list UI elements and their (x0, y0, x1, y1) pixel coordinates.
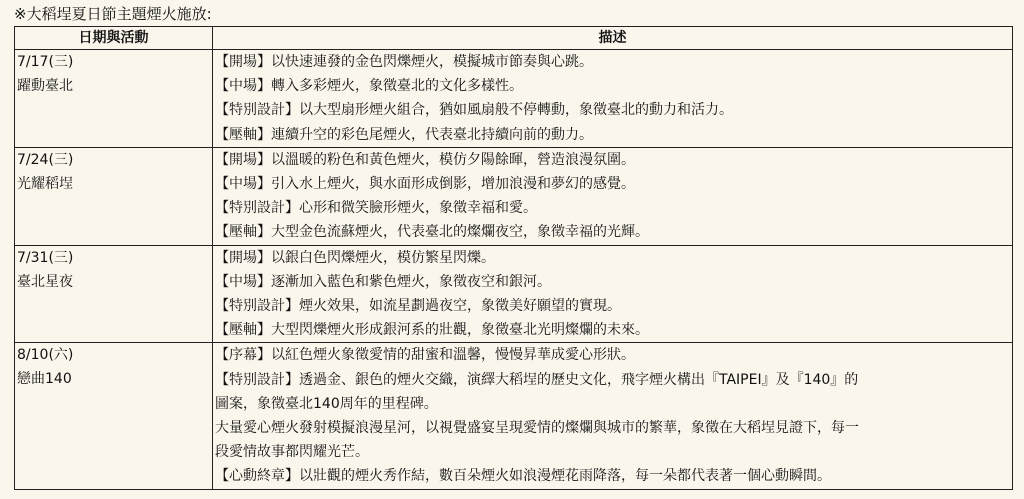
description-cell (213, 343, 1013, 489)
date-event-cell (15, 343, 213, 489)
header-description: 描述 (213, 27, 1013, 50)
description-line: 【開場】以銀白色閃爍煙火，模仿繁星閃爍。 (215, 249, 495, 266)
date-event-cell (15, 147, 213, 245)
description-line: 【中場】轉入多彩煙火，象徵臺北的文化多樣性。 (215, 78, 523, 95)
event-name: 戀曲140 (17, 371, 72, 388)
date-event-cell (15, 245, 213, 343)
event-name: 躍動臺北 (17, 78, 73, 94)
event-name: 光耀稻埕 (17, 175, 73, 192)
description-line: 【特別設計】以大型扇形煙火組合，猶如風扇般不停轉動，象徵臺北的動力和活力。 (215, 102, 733, 119)
description-line: 【中場】引入水上煙火，與水面形成倒影，增加浪漫和夢幻的感覺。 (215, 176, 635, 193)
description-line: 【特別設計】煙火效果，如流星劃過夜空，象徵美好願望的實現。 (215, 298, 621, 315)
description-line: 【壓軸】大型金色流蘇煙火，代表臺北的燦爛夜空，象徵幸福的光輝。 (215, 224, 649, 241)
document-title: ※大稻埕夏日節主題煙火施放: (14, 5, 212, 23)
description-line: 【壓軸】連續升空的彩色尾煙火，代表臺北持續向前的動力。 (215, 126, 593, 143)
description-line: 【開場】以快速連發的金色閃爍煙火，模擬城市節奏與心跳。 (215, 54, 593, 70)
description-line: 【特別設計】心形和微笑臉形煙火，象徵幸福和愛。 (215, 200, 537, 217)
header-date-event: 日期與活動 (15, 27, 213, 50)
description-line: 【心動終章】以壯觀的煙火秀作結，數百朵煙火如浪漫煙花雨降落，每一朵都代表著一個心動瞬間。 (215, 468, 831, 485)
event-name: 臺北星夜 (17, 273, 73, 290)
table-row (15, 343, 1013, 489)
event-date: 7/17(三) (17, 54, 74, 70)
description-cell (213, 147, 1013, 245)
description-line: 大量愛心煙火發射模擬浪漫星河，以視覺盛宴呈現愛情的燦爛與城市的繁華，象徵在大稻埕見證下，每一 (215, 420, 859, 437)
description-cell (213, 50, 1013, 148)
description-line: 圖案，象徵臺北140周年的里程碑。 (215, 395, 438, 412)
event-date: 7/31(三) (17, 249, 74, 266)
description-line: 【壓軸】大型閃爍煙火形成銀河系的壯觀，象徵臺北光明燦爛的未來。 (215, 322, 649, 339)
event-date: 7/24(三) (17, 151, 74, 168)
date-event-cell (15, 50, 213, 148)
table-header-row (15, 27, 1013, 50)
table-row (15, 147, 1013, 245)
description-line: 【特別設計】透過金、銀色的煙火交織，演繹大稻埕的歷史文化，飛字煙火構出『TAIPEI』及『140』的 (215, 371, 859, 388)
description-line: 【中場】逐漸加入藍色和紫色煙火，象徵夜空和銀河。 (215, 273, 551, 290)
fireworks-schedule-table (14, 26, 1013, 490)
description-line: 【開場】以溫暖的粉色和黃色煙火，模仿夕陽餘暉，營造浪漫氛圍。 (215, 151, 635, 168)
table-row (15, 50, 1013, 148)
description-line: 【序幕】以紅色煙火象徵愛情的甜蜜和溫馨，慢慢昇華成愛心形狀。 (215, 347, 635, 364)
description-cell (213, 245, 1013, 343)
table-row (15, 245, 1013, 343)
description-line: 段愛情故事都閃耀光芒。 (215, 444, 369, 461)
event-date: 8/10(六) (17, 347, 74, 364)
